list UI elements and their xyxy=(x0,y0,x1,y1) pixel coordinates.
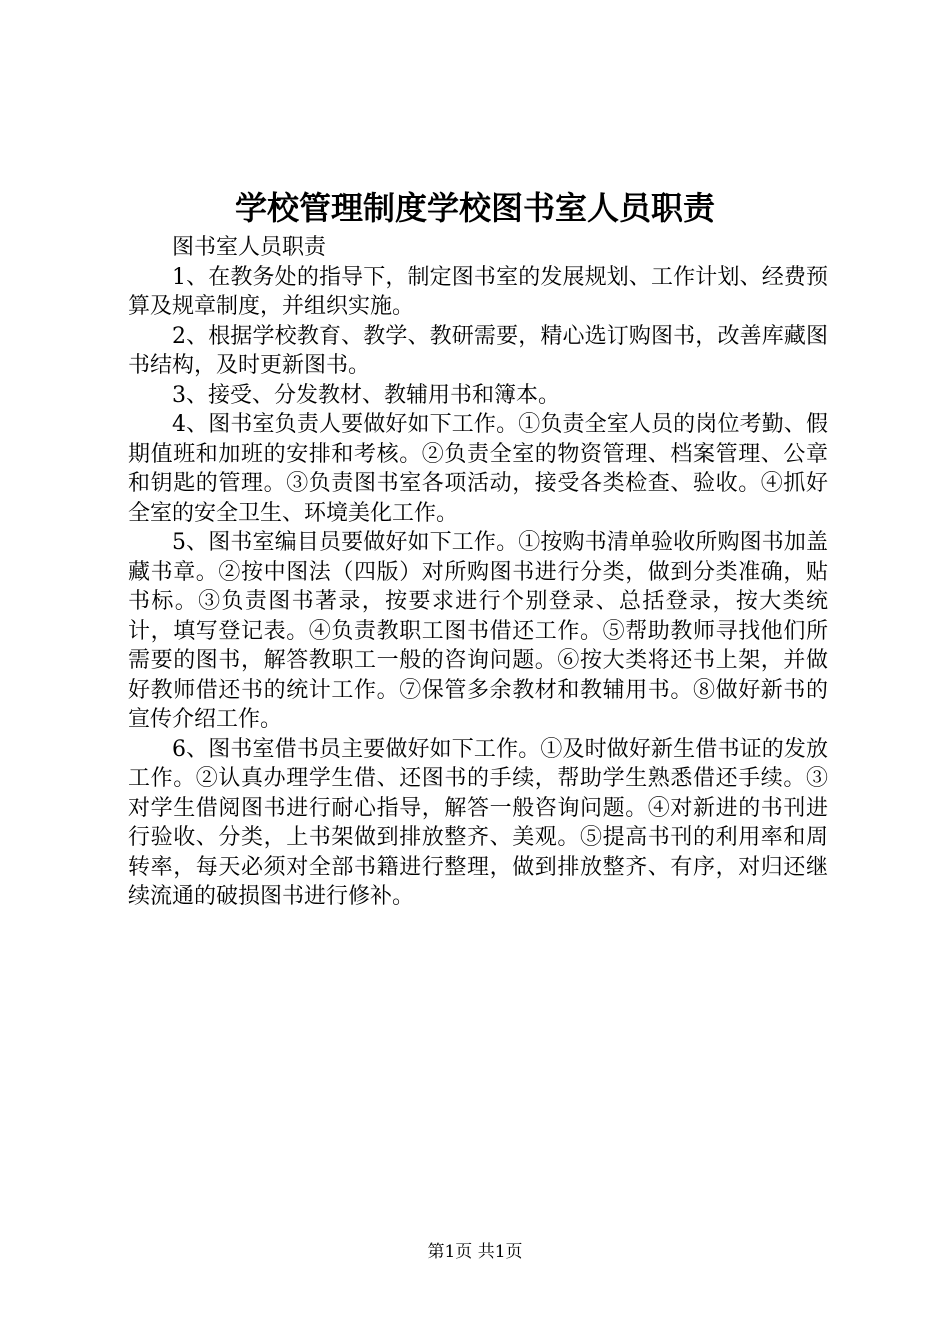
paragraph-duty-6: 6、图书室借书员主要做好如下工作。①及时做好新生借书证的发放工作。②认真办理学生借、还图书的手续，帮助学生熟悉借还手续。③对学生借阅图书进行耐心指导，解答一般咨询问题。④对新进的书刊进行验收、分类，上书架做到排放整齐、美观。⑤提高书刊的利用率和周转率，每天必须对全部书籍进行整理，做到排放整齐、有序，对归还继续流通的破损图书进行修补。 xyxy=(128,736,828,909)
paragraph-duty-2: 2、根据学校教育、教学、教研需要，精心选订购图书，改善库藏图书结构，及时更新图书。 xyxy=(128,323,828,378)
page-number: 第1页 共1页 xyxy=(427,1242,523,1262)
paragraph-duty-3: 3、接受、分发教材、教辅用书和簿本。 xyxy=(172,382,560,408)
paragraph-duty-4: 4、图书室负责人要做好如下工作。①负责全室人员的岗位考勤、假期值班和加班的安排和考核。②负责全室的物资管理、档案管理、公章和钥匙的管理。③负责图书室各项活动，接受各类检查、验收。④抓好全室的安全卫生、环境美化工作。 xyxy=(128,412,828,526)
page-footer xyxy=(0,1240,950,1264)
document-body xyxy=(128,233,828,912)
section-heading: 图书室人员职责 xyxy=(172,235,327,260)
paragraph-duty-5: 5、图书室编目员要做好如下工作。①按购书清单验收所购图书加盖藏书章。②按中图法（四版）对所购图书进行分类，做到分类准确，贴书标。③负责图书著录，按要求进行个别登录、总括登录，按大类统计，填写登记表。④负责教职工图书借还工作。⑤帮助教师寻找他们所需要的图书，解答教职工一般的咨询问题。⑥按大类将还书上架，并做好教师借还书的统计工作。⑦保管多余教材和教辅用书。⑧做好新书的宣传介绍工作。 xyxy=(128,530,828,732)
document-title: 学校管理制度学校图书室人员职责 xyxy=(234,189,715,227)
paragraph-duty-1: 1、在教务处的指导下，制定图书室的发展规划、工作计划、经费预算及规章制度，并组织实施。 xyxy=(128,264,828,319)
